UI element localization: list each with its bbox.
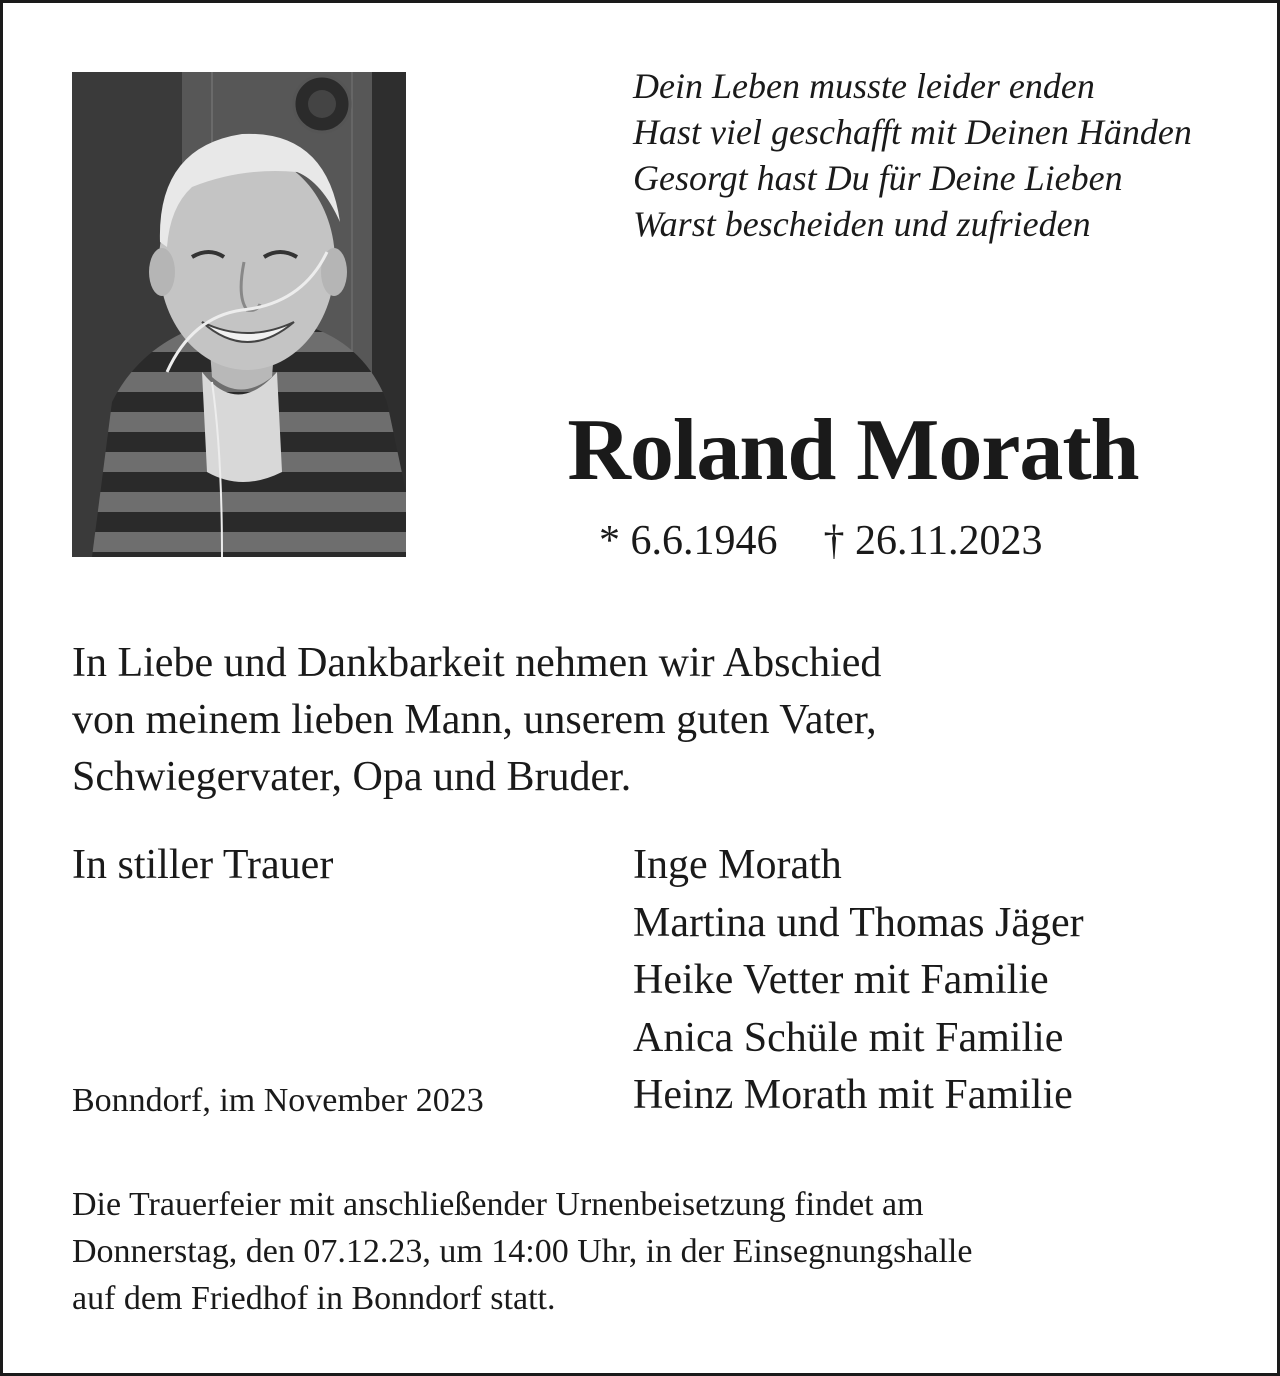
farewell-text	[72, 635, 881, 806]
portrait-photo	[72, 72, 406, 557]
service-line: auf dem Friedhof in Bonndorf statt.	[72, 1280, 556, 1317]
service-line: Die Trauerfeier mit anschließender Urnenbeisetzung findet am	[72, 1186, 924, 1223]
farewell-line: von meinem lieben Mann, unserem guten Vater,	[72, 697, 877, 743]
birth-date: * 6.6.1946	[599, 518, 778, 564]
portrait-illustration	[72, 72, 406, 557]
poem-line: Warst bescheiden und zufrieden	[633, 204, 1091, 244]
funeral-service-info	[72, 1181, 972, 1322]
poem-line: Dein Leben musste leider enden	[633, 66, 1095, 106]
mourner-name: Inge Morath	[633, 842, 842, 888]
mourner-name: Heike Vetter mit Familie	[633, 957, 1049, 1003]
mourner-name: Martina und Thomas Jäger	[633, 899, 1084, 946]
farewell-line: Schwiegervater, Opa und Bruder.	[72, 754, 632, 800]
mourning-label: In stiller Trauer	[72, 842, 334, 888]
poem-line: Hast viel geschafft mit Deinen Händen	[633, 112, 1192, 152]
life-dates	[599, 515, 1042, 567]
mourner-name: Anica Schüle mit Familie	[633, 1014, 1064, 1061]
poem-line: Gesorgt hast Du für Deine Lieben	[633, 158, 1123, 198]
deceased-name: Roland Morath	[567, 402, 1139, 499]
death-date: † 26.11.2023	[823, 518, 1043, 564]
memorial-poem	[633, 63, 1192, 247]
mourner-name: Heinz Morath mit Familie	[633, 1072, 1073, 1118]
mourner-list	[633, 837, 1084, 1125]
place-and-date: Bonndorf, im November 2023	[72, 1082, 484, 1119]
service-line: Donnerstag, den 07.12.23, um 14:00 Uhr, in der Einsegnungshalle	[72, 1233, 973, 1270]
farewell-line: In Liebe und Dankbarkeit nehmen wir Abschied	[72, 640, 882, 686]
